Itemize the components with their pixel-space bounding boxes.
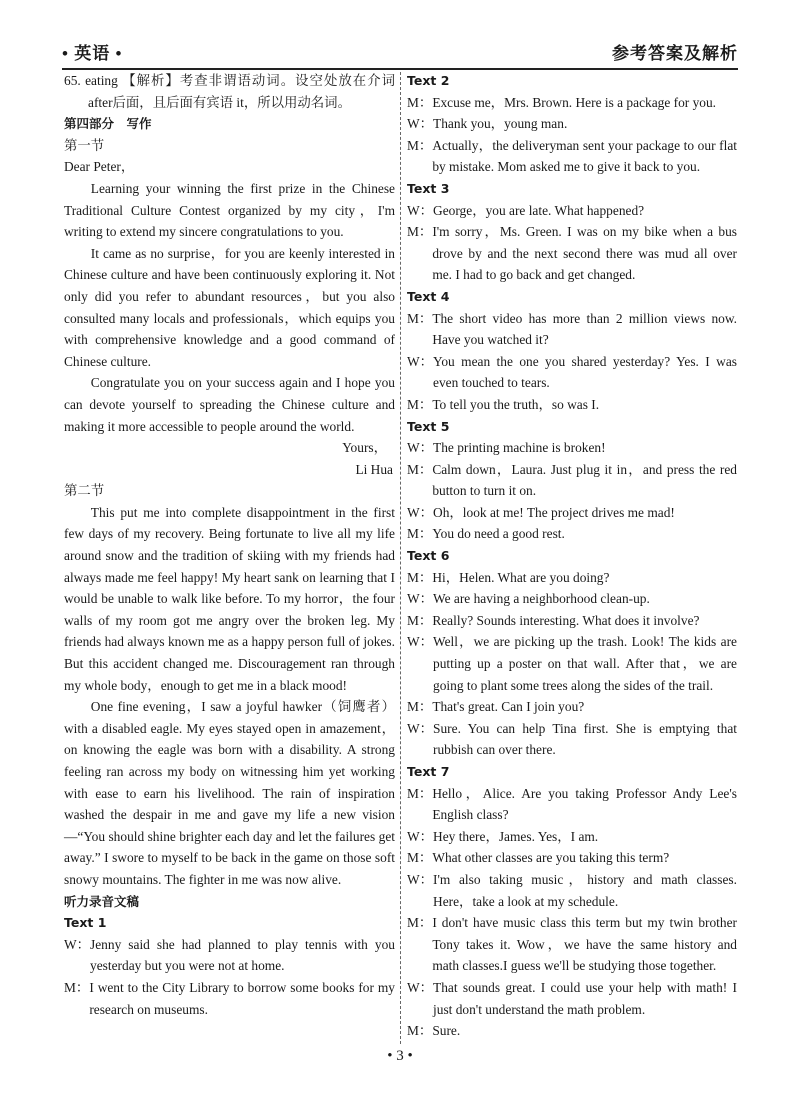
- utterance: Hi，Helen. What are you doing?: [432, 569, 610, 585]
- page-header: [62, 40, 738, 70]
- speaker: W：: [407, 871, 434, 887]
- answer-65: 65. eating 【解析】考查非谓语动词。设空处放在介词after后面，且后面有宾语 it，所以用动名词。: [64, 73, 395, 110]
- speaker: M：: [407, 310, 433, 326]
- story-paragraph: One fine evening，I saw a joyful hawker（饲鹰者） with a disabled eagle. My eyes stayed open in amazement，on knowing the eagle was born with a disability. A strong feeling ran across my body on witnessing him yet working with ease to earn his livelihood. The rain of inspiration washed the despair in me and gave my life a new vision—“You should shine brighter each day and let the failures get away.” I swore to myself to be back in the game on those soft snowy mountains. The fighter in me was now alive.: [64, 699, 395, 887]
- utterance: Really? Sounds interesting. What does it involve?: [432, 612, 700, 628]
- dialogue-line: [407, 351, 737, 394]
- dialogue-line: [407, 113, 737, 135]
- dialogue-line: [407, 135, 737, 178]
- section1-label: 第一节: [64, 137, 105, 153]
- speaker: W：: [407, 979, 434, 995]
- dialogue-line: [407, 631, 737, 696]
- dialogue-line: [407, 308, 737, 351]
- speaker: M：: [407, 850, 433, 866]
- utterance: Oh，look at me! The project drives me mad!: [433, 504, 675, 520]
- letter-paragraph: It came as no surprise，for you are keenly interested in Chinese culture and have been continuously exploring it. Not only did you refer to abundant resources，but you also consulted many locals and professionals，which equips you with comprehensive knowledge and a good command of Chinese culture.: [64, 245, 395, 369]
- speaker: M：: [407, 224, 433, 240]
- dialogue-line: [407, 826, 737, 848]
- speaker: W：: [407, 353, 434, 369]
- utterance: I'm also taking music，history and math classes. Here，take a look at my schedule.: [433, 871, 737, 909]
- text-title: Text 1: [64, 915, 107, 931]
- listening-title: 听力录音文稿: [64, 893, 140, 909]
- dialogue-line: [407, 588, 737, 610]
- section2-label: 第二节: [64, 483, 105, 499]
- letter-signature: Li Hua: [355, 461, 393, 477]
- text-title: Text 5: [407, 418, 450, 434]
- speaker: W：: [407, 720, 434, 736]
- letter-paragraph: Learning your winning the first prize in the Chinese Traditional Culture Contest organized by my city，I'm writing to extend my sincere congratulations to you.: [64, 180, 395, 240]
- utterance: Sure. You can help Tina first. She is emptying that rubbish can over there.: [433, 720, 737, 758]
- speaker: W：: [407, 116, 434, 132]
- section-title: 参考答案及解析: [612, 44, 738, 63]
- utterance: That's great. Can I join you?: [432, 699, 585, 715]
- letter-paragraph: Congratulate you on your success again and I hope you can devote yourself to spreading the Chinese culture and making it more accessible to people around the world.: [64, 375, 395, 434]
- speaker: M：: [407, 1023, 433, 1039]
- subject-label: • 英语 •: [62, 44, 123, 63]
- dialogue-line: [407, 977, 737, 1020]
- speaker: W：: [407, 440, 434, 456]
- speaker: M：: [407, 461, 433, 477]
- utterance: I went to the City Library to borrow some books for my research on museums.: [89, 979, 395, 1017]
- page-number: • 3 •: [387, 1048, 413, 1064]
- text-title: Text 2: [407, 73, 450, 88]
- speaker: M：: [64, 979, 90, 995]
- speaker: M：: [407, 137, 433, 153]
- utterance: Jenny said she had planned to play tennis with you yesterday but you were not at home.: [90, 936, 395, 974]
- dialogue-line: [64, 934, 395, 977]
- text-title: Text 7: [407, 764, 450, 779]
- utterance: The printing machine is broken!: [433, 440, 606, 456]
- part4-title: 第四部分 写作: [64, 116, 152, 132]
- text-title: Text 3: [407, 180, 450, 196]
- utterance: You do need a good rest.: [432, 526, 565, 542]
- column-divider: [400, 72, 401, 1044]
- speaker: W：: [64, 936, 91, 952]
- dialogue-line: [64, 977, 395, 1020]
- dialogue-line: [407, 783, 737, 826]
- utterance: Thank you，young man.: [433, 116, 568, 132]
- speaker: W：: [407, 634, 434, 650]
- text-title: Text 6: [407, 548, 450, 564]
- dialogue-line: [407, 523, 737, 545]
- right-column: [407, 70, 737, 1042]
- dialogue-line: [407, 696, 737, 718]
- dialogue-line: [407, 92, 737, 114]
- dialogue-line: [407, 610, 737, 632]
- utterance: Hey there，James. Yes，I am.: [433, 828, 599, 844]
- dialogue-line: [407, 869, 737, 912]
- dialogue-line: [407, 200, 737, 222]
- speaker: M：: [407, 915, 433, 931]
- speaker: W：: [407, 828, 434, 844]
- dialogue-line: [407, 459, 737, 502]
- utterance: I don't have music class this term but my twin brother Tony takes it. Wow，we have the same history and math classes.I guess we'll be studying those together.: [432, 915, 737, 974]
- utterance: Well，we are picking up the trash. Look! The kids are putting up a poster on that wall. After that，we are going to plant some trees along the sides of the trail.: [433, 634, 737, 693]
- speaker: W：: [407, 202, 434, 218]
- utterance: The short video has more than 2 million views now. Have you watched it?: [432, 310, 737, 348]
- utterance: Actually，the deliveryman sent your package to our flat by mistake. Mom asked me to give it back to you.: [432, 137, 737, 175]
- utterance: What other classes are you taking this term?: [432, 850, 670, 866]
- left-column: [64, 70, 395, 1020]
- text-title: Text 4: [407, 288, 450, 304]
- utterance: Sure.: [432, 1023, 461, 1039]
- dialogue-line: [407, 567, 737, 589]
- utterance: George，you are late. What happened?: [433, 202, 645, 218]
- letter-greeting: Dear Peter，: [64, 159, 135, 175]
- speaker: M：: [407, 612, 433, 628]
- speaker: M：: [407, 396, 433, 412]
- utterance: Excuse me，Mrs. Brown. Here is a package for you.: [432, 94, 717, 110]
- utterance: That sounds great. I could use your help with math! I just don't understand the math problem.: [433, 979, 737, 1017]
- utterance: Hello，Alice. Are you taking Professor Andy Lee's English class?: [432, 785, 737, 823]
- speaker: M：: [407, 526, 433, 542]
- speaker: M：: [407, 569, 433, 585]
- speaker: W：: [407, 504, 434, 520]
- dialogue-line: [407, 912, 737, 977]
- dialogue-line: [407, 221, 737, 286]
- letter-closing: Yours，: [342, 440, 387, 456]
- speaker: M：: [407, 699, 433, 715]
- speaker: M：: [407, 785, 433, 801]
- speaker: M：: [407, 94, 433, 110]
- dialogue-line: [407, 847, 737, 869]
- dialogue-line: [407, 394, 737, 416]
- dialogue-line: [407, 437, 737, 459]
- story-paragraph: This put me into complete disappointment in the first few days of my recovery. Being fortunate to live all my life around snow and the tradition of skiing with my friends had always made me feel happy! My heart sank on learning that I would be unable to walk like before. To my horror，the four walls of my room got me angry over the broken leg. My friends had always known me as a happy person full of jokes. But this accident changed me. Discouragement ran through my whole body，enough to get me in a black mood!: [64, 504, 395, 693]
- dialogue-line: [407, 502, 737, 524]
- utterance: You mean the one you shared yesterday? Yes. I was even touched to tears.: [433, 353, 737, 391]
- dialogue-line: [407, 718, 737, 761]
- utterance: We are having a neighborhood clean-up.: [433, 591, 650, 607]
- utterance: Calm down，Laura. Just plug it in，and press the red button to turn it on.: [432, 461, 737, 499]
- speaker: W：: [407, 591, 434, 607]
- utterance: To tell you the truth，so was I.: [432, 396, 600, 412]
- dialogue-line: [407, 1020, 737, 1042]
- utterance: I'm sorry，Ms. Green. I was on my bike when a bus drove by and the next second there was mud all over me. I had to go back and get changed.: [432, 224, 737, 283]
